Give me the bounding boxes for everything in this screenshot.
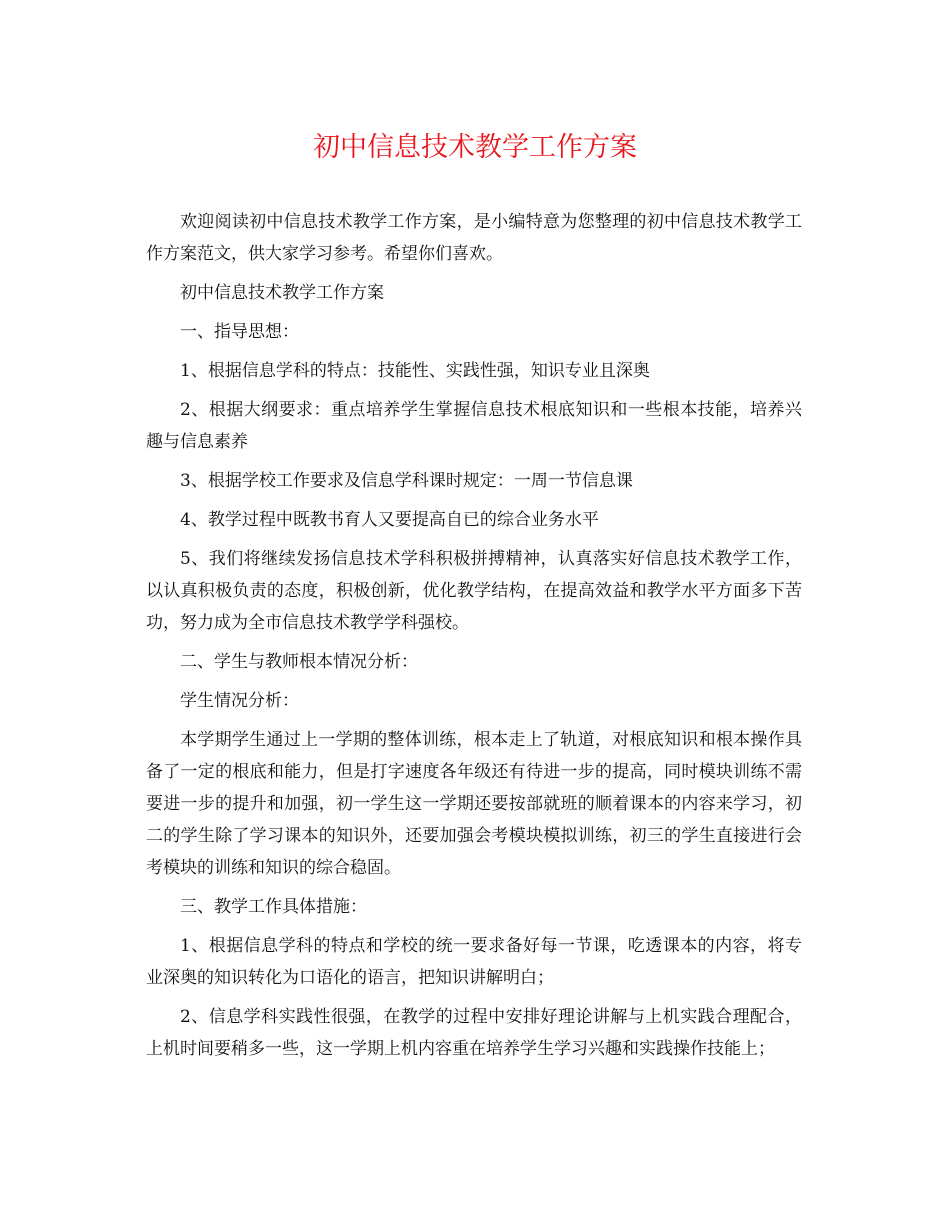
paragraph-item: 2、根据大纲要求：重点培养学生掌握信息技术根底知识和一些根本技能，培养兴趣与信息素养 xyxy=(146,400,802,452)
paragraph-item: 3、根据学校工作要求及信息学科课时规定：一周一节信息课 xyxy=(180,471,633,491)
paragraph-item: 1、根据信息学科的特点和学校的统一要求备好每一节课，吃透课本的内容，将专业深奥的知识转化为口语化的语言，把知识讲解明白； xyxy=(146,936,802,988)
paragraph-item: 2、信息学科实践性很强，在教学的过程中安排好理论讲解与上机实践合理配合，上机时间要稍多一些，这一学期上机内容重在培养学生学习兴趣和实践操作技能上； xyxy=(146,1007,802,1059)
paragraph-item: 5、我们将继续发扬信息技术学科积极拼搏精神，认真落实好信息技术教学工作，以认真积极负责的态度，积极创新，优化教学结构，在提高效益和教学水平方面多下苦功，努力成为全市信息技术教学学科强校。 xyxy=(146,549,802,633)
section-heading-measures: 三、教学工作具体措施： xyxy=(180,897,367,917)
paragraph-subtitle: 初中信息技术教学工作方案 xyxy=(180,283,384,303)
section-heading-guiding-thought: 一、指导思想： xyxy=(180,322,299,342)
document-title: 初中信息技术教学工作方案 xyxy=(313,132,637,163)
paragraph-intro: 欢迎阅读初中信息技术教学工作方案，是小编特意为您整理的初中信息技术教学工作方案范文，供大家学习参考。希望你们喜欢。 xyxy=(146,212,802,264)
paragraph-student-analysis: 本学期学生通过上一学期的整体训练，根本走上了轨道，对根底知识和根本操作具备了一定的根底和能力，但是打字速度各年级还有待进一步的提高，同时模块训练不需要进一步的提升和加强，初一学生这一学期还要按部就班的顺着课本的内容来学习，初二的学生除了学习课本的知识外，还要加强会考模块模拟训练，初三的学生直接进行会考模块的训练和知识的综合稳固。 xyxy=(146,730,802,878)
paragraph-item: 1、根据信息学科的特点：技能性、实践性强，知识专业且深奥 xyxy=(180,361,650,381)
section-heading-analysis: 二、学生与教师根本情况分析： xyxy=(180,652,418,672)
paragraph-item: 4、教学过程中既教书育人又要提高自已的综合业务水平 xyxy=(180,510,599,530)
document-body xyxy=(146,206,802,1072)
subsection-heading-students: 学生情况分析： xyxy=(180,691,299,711)
